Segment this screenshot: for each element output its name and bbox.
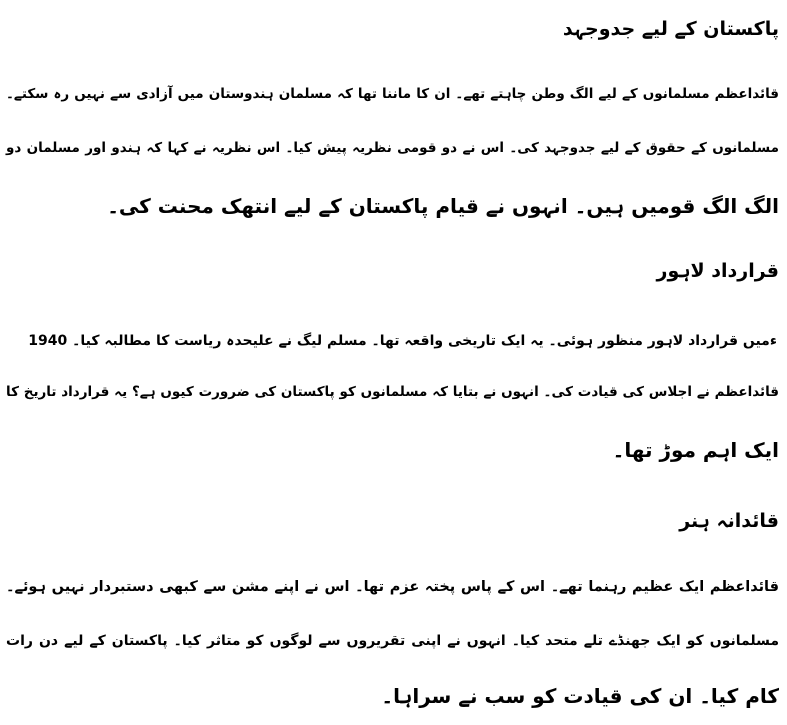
section-3-line-2: مسلمانوں کو ایک جھنڈے تلے متحد کیا۔ انہوں نے اپنی تقریروں سے لوگوں کو متاثر کیا۔ پاکستان کے لیے دن رات [6,633,779,649]
section-3-line-3: کام کیا۔ ان کی قیادت کو سب نے سراہا۔ [381,684,779,708]
section-3-line-1: قائداعظم ایک عظیم رہنما تھے۔ اس کے پاس پختہ عزم تھا۔ اس نے اپنے مشن سے کبھی دستبردار نہیں ہوئے۔ [6,579,779,595]
section-2-line-2: قائداعظم نے اجلاس کی قیادت کی۔ انہوں نے بتایا کہ مسلمانوں کو پاکستان کی ضرورت کیوں ہے؟ یہ قرارداد تاریخ کا [6,384,779,400]
section-heading-leadership-skills: قائدانہ ہنر [679,510,779,532]
section-heading-struggle: پاکستان کے لیے جدوجہد [562,18,779,40]
section-1-line-1: قائداعظم مسلمانوں کے لیے الگ وطن چاہتے تھے۔ ان کا ماننا تھا کہ مسلمان ہندوستان میں آزادی سے نہیں رہ سکتے۔ [6,86,779,102]
section-2-line-3: ایک اہم موڑ تھا۔ [612,438,779,462]
section-1-line-3: الگ الگ قومیں ہیں۔ انہوں نے قیام پاکستان کے لیے انتھک محنت کی۔ [107,194,779,218]
section-2-line-1: ءمیں قرارداد لاہور منظور ہوئی۔ یہ ایک تاریخی واقعہ تھا۔ مسلم لیگ نے علیحدہ ریاست کا مطالبہ کیا۔ 1940 [28,333,777,349]
section-heading-lahore-resolution: قرارداد لاہور [656,260,779,282]
section-1-line-2: مسلمانوں کے حقوق کے لیے جدوجہد کی۔ اس نے دو قومی نظریہ پیش کیا۔ اس نظریہ نے کہا کہ ہندو اور مسلمان دو [6,140,779,156]
